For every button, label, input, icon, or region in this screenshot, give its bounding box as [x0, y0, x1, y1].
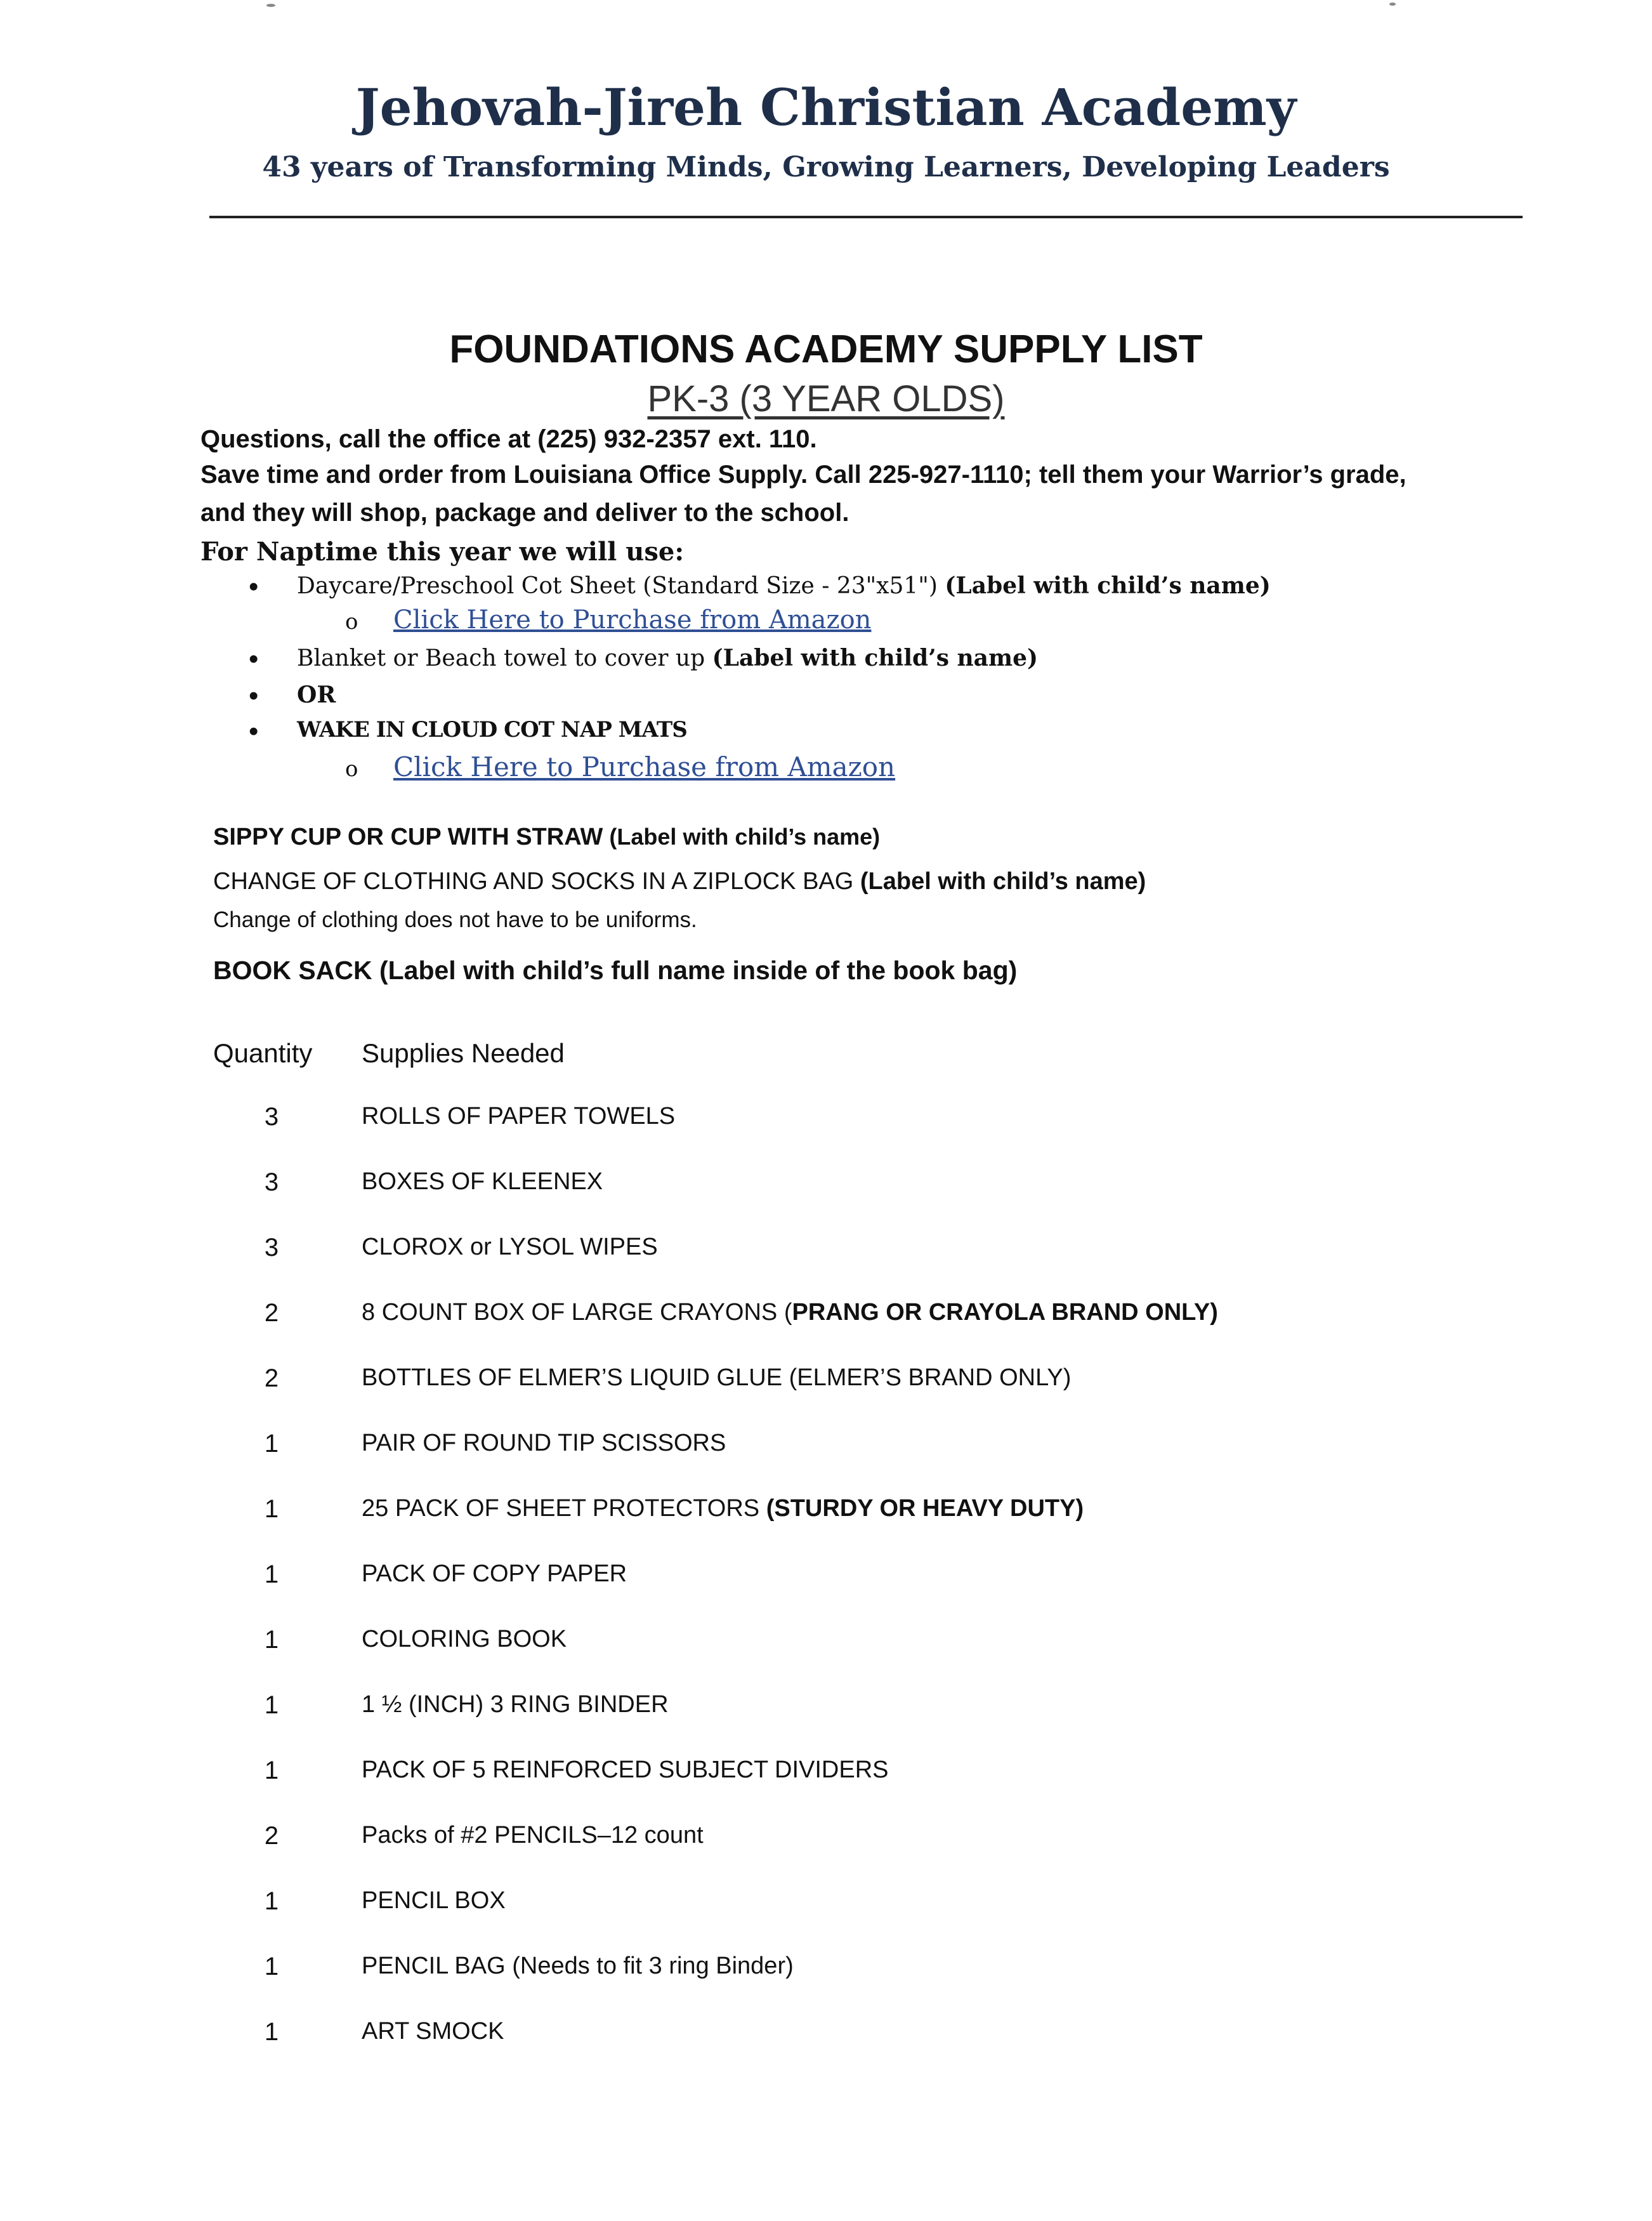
supply-item-text: ROLLS OF PAPER TOWELS [362, 1103, 676, 1130]
quantity-cell: 1 [264, 1430, 279, 1458]
clothing-text: CHANGE OF CLOTHING AND SOCKS IN A ZIPLOCK BAG [213, 868, 860, 895]
supply-item-text: 1 ½ (INCH) 3 RING BINDER [362, 1691, 669, 1718]
supply-item-text: 8 COUNT BOX OF LARGE CRAYONS ( [362, 1299, 792, 1326]
quantity-header: Quantity [213, 1038, 313, 1068]
document-subtitle: PK-3 (3 YEAR OLDS) [647, 378, 1005, 419]
sippy-cup-line [213, 824, 880, 851]
save-time-line-2: and they will shop, package and deliver to the school. [200, 499, 849, 527]
supplies-header: Supplies Needed [362, 1038, 565, 1068]
naptime-bullet-2 [249, 643, 258, 675]
label-note: (Label with child’s name) [945, 572, 1271, 599]
supply-item-text: BOTTLES OF ELMER’S LIQUID GLUE (ELMER’S BRAND ONLY) [362, 1364, 1072, 1391]
supply-item-text: 25 PACK OF SHEET PROTECTORS [362, 1495, 766, 1522]
naptime-item-2 [297, 645, 1038, 671]
school-name: Jehovah-Jireh Christian Academy [355, 77, 1297, 137]
bullet-icon: • [249, 643, 259, 675]
document-title: FOUNDATIONS ACADEMY SUPPLY LIST [449, 327, 1203, 371]
supply-item-text: ART SMOCK [362, 2018, 504, 2045]
supply-item-cell [362, 1822, 704, 1849]
naptime-heading: For Naptime this year we will use: [200, 537, 685, 567]
supply-item-cell [362, 1103, 675, 1130]
header-divider [209, 216, 1523, 218]
save-time-line-1: Save time and order from Louisiana Office Supply. Call 225-927-1110; tell them your Warrior’s grade, [200, 461, 1406, 489]
bullet-icon: • [249, 716, 259, 747]
supply-item-cell [362, 1430, 726, 1457]
quantity-cell: 1 [264, 1560, 279, 1588]
supply-item-text: PENCIL BAG (Needs to fit 3 ring Binder) [362, 1953, 794, 1979]
quantity-cell: 1 [264, 1953, 279, 1980]
quantity-cell: 1 [264, 1756, 279, 1784]
bullet-icon: • [249, 680, 259, 711]
quantity-cell: 3 [264, 1168, 279, 1196]
label-note: (Label with child’s name) [712, 645, 1039, 671]
questions-line: Questions, call the office at (225) 932-2357 ext. 110. [200, 425, 817, 453]
naptime-bullet-4 [249, 716, 258, 748]
supply-item-text: CLOROX or LYSOL WIPES [362, 1234, 658, 1260]
supply-item-note: (STURDY OR HEAVY DUTY) [766, 1495, 1084, 1522]
supply-item-note: PRANG OR CRAYOLA BRAND ONLY) [792, 1299, 1218, 1326]
supply-item-text: Packs of #2 PENCILS–12 count [362, 1822, 704, 1849]
supply-item-cell [362, 1691, 669, 1718]
supply-item-text: PACK OF COPY PAPER [362, 1560, 627, 1587]
clothing-line [213, 868, 1146, 895]
school-tagline: 43 years of Transforming Minds, Growing Learners, Developing Leaders [262, 151, 1390, 183]
supply-item-cell [362, 1953, 794, 1980]
sub-bullet-icon: o [345, 609, 358, 635]
quantity-cell: 1 [264, 1691, 279, 1719]
naptime-item-1 [297, 572, 1271, 599]
quantity-cell: 2 [264, 1364, 279, 1392]
quantity-cell: 1 [264, 1887, 279, 1915]
supply-item-text: PENCIL BOX [362, 1887, 506, 1914]
supply-item-cell [362, 2018, 504, 2045]
supply-item-cell [362, 1168, 603, 1196]
naptime-or: OR [297, 682, 336, 708]
naptime-bullet-3 [249, 680, 258, 712]
supply-item-cell [362, 1560, 627, 1588]
supply-item-cell [362, 1364, 1071, 1392]
amazon-link-nap-mats[interactable]: Click Here to Purchase from Amazon [393, 751, 896, 782]
label-note: (Label with child’s name) [603, 824, 881, 850]
supply-item-cell [362, 1495, 1084, 1522]
scan-speck [1389, 3, 1396, 6]
supply-item-text: PAIR OF ROUND TIP SCISSORS [362, 1430, 726, 1456]
bullet-icon: • [249, 571, 259, 602]
quantity-cell: 1 [264, 1626, 279, 1654]
supply-item-text: COLORING BOOK [362, 1626, 567, 1652]
naptime-bullet-1 [249, 571, 258, 603]
scan-speck [266, 4, 275, 7]
supply-item-cell [362, 1626, 567, 1653]
sippy-cup-text: SIPPY CUP OR CUP WITH STRAW [213, 824, 603, 850]
supply-item-text: PACK OF 5 REINFORCED SUBJECT DIVIDERS [362, 1756, 889, 1783]
quantity-cell: 1 [264, 1495, 279, 1523]
supply-item-cell [362, 1299, 1218, 1326]
nap-mats-text: WAKE IN CLOUD COT NAP MATS [297, 717, 687, 742]
quantity-cell: 2 [264, 1299, 279, 1327]
supply-item-cell [362, 1756, 889, 1784]
sub-bullet-icon: o [345, 756, 358, 782]
quantity-cell: 3 [264, 1103, 279, 1131]
clothing-note: Change of clothing does not have to be uniforms. [213, 907, 697, 932]
book-sack-line: BOOK SACK (Label with child’s full name inside of the book bag) [213, 956, 1018, 985]
cot-sheet-text: Daycare/Preschool Cot Sheet (Standard Size - 23"x51") [297, 573, 945, 599]
amazon-link-cot-sheet[interactable]: Click Here to Purchase from Amazon [393, 605, 872, 635]
supply-item-cell [362, 1887, 506, 1915]
supply-item-cell [362, 1234, 658, 1261]
quantity-cell: 2 [264, 1822, 279, 1850]
label-note: (Label with child’s name) [860, 868, 1146, 895]
supply-item-text: BOXES OF KLEENEX [362, 1168, 603, 1195]
quantity-cell: 1 [264, 2018, 279, 2046]
blanket-text: Blanket or Beach towel to cover up [297, 645, 712, 671]
quantity-cell: 3 [264, 1234, 279, 1262]
